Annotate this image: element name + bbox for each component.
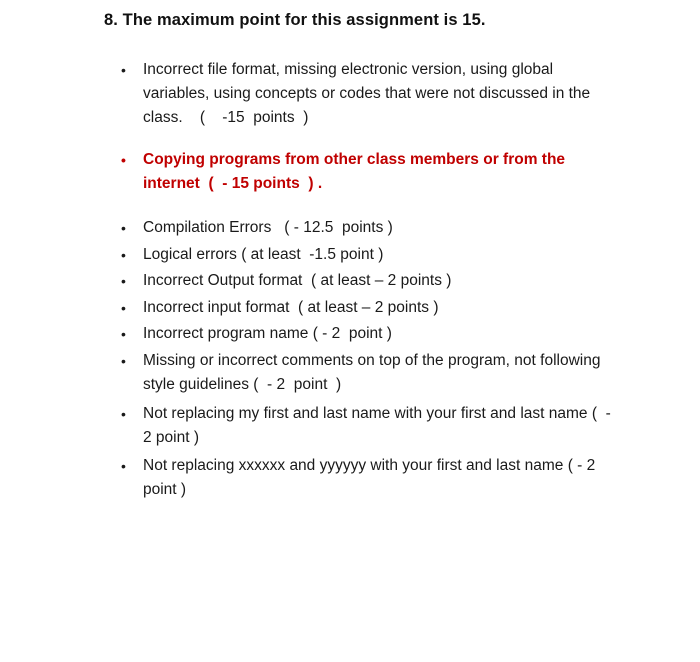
list-item: [121, 58, 611, 130]
list-item-text: Logical errors ( at least -1.5 point ): [143, 246, 384, 263]
bullet-icon: •: [121, 273, 126, 289]
list-item: [121, 216, 611, 240]
list-item-text: Incorrect file format, missing electronic version, using global variables, using concepts or codes that were not discussed in the class. ( -15 points ): [143, 61, 595, 126]
list-item-text: Copying programs from other class members or from the internet ( - 15 points ) .: [143, 151, 570, 192]
bullet-icon: •: [121, 247, 126, 263]
list-item: [121, 402, 616, 450]
list-item: [121, 243, 611, 267]
section-heading: 8. The maximum point for this assignment is 15.: [104, 11, 486, 29]
bullet-icon: •: [121, 458, 126, 474]
bullet-icon: •: [121, 353, 126, 369]
list-item: [121, 454, 611, 502]
list-item: [121, 296, 611, 320]
list-item-text: Incorrect Output format ( at least – 2 points ): [143, 272, 452, 289]
list-item-text: Incorrect program name ( - 2 point ): [143, 325, 392, 342]
bullet-icon: •: [121, 326, 126, 342]
list-item-text: Not replacing my first and last name with your first and last name ( - 2 point ): [143, 405, 616, 446]
list-item-emphasis: [121, 148, 611, 196]
list-item-text: Not replacing xxxxxx and yyyyyy with your first and last name ( - 2 point ): [143, 457, 600, 498]
list-item: [121, 349, 611, 397]
list-item-text: Compilation Errors ( - 12.5 points ): [143, 219, 393, 236]
bullet-icon: •: [121, 220, 126, 236]
list-item-text: Incorrect input format ( at least – 2 points ): [143, 299, 439, 316]
list-item-text: Missing or incorrect comments on top of the program, not following style guidelines ( - 2 point ): [143, 352, 605, 393]
bullet-icon: •: [121, 152, 126, 168]
bullet-icon: •: [121, 62, 126, 78]
bullet-icon: •: [121, 300, 126, 316]
list-item: [121, 269, 611, 293]
bullet-icon: •: [121, 406, 126, 422]
list-item: [121, 322, 611, 346]
